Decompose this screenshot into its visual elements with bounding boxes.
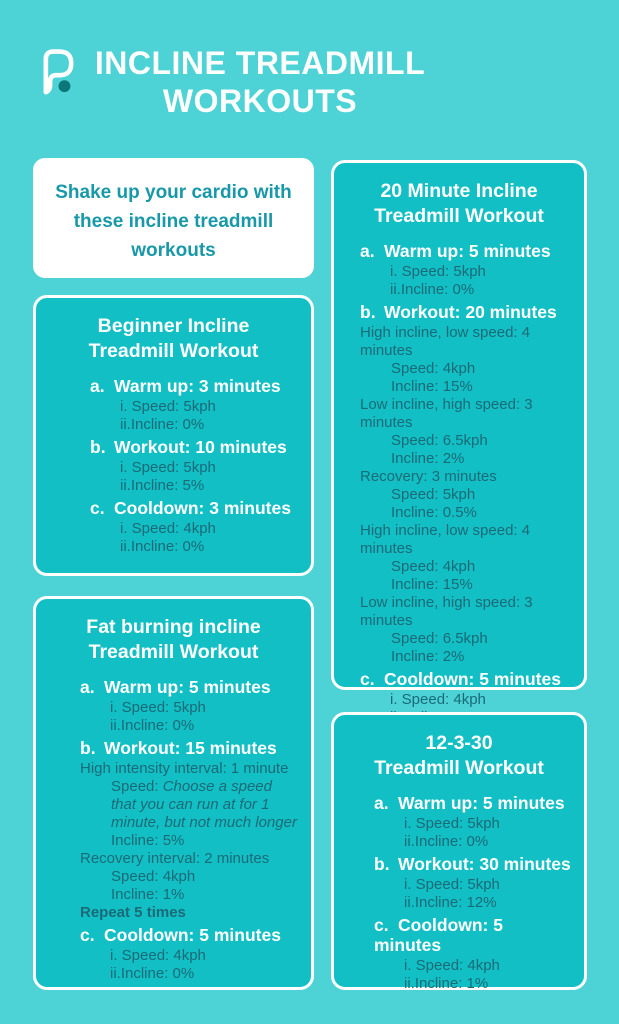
workout-card-title: Beginner Incline Treadmill Workout: [88, 315, 259, 362]
workout-line-sub: i. Speed: 4kph: [404, 957, 500, 974]
workout-line-detail: Speed: 6.5kph: [391, 432, 488, 449]
workout-line-detail: Speed: 4kph: [111, 868, 196, 885]
workout-card-title: 20 Minute Incline Treadmill Workout: [374, 180, 544, 227]
step-letter: b.: [90, 437, 106, 457]
logo-dot: [59, 80, 71, 92]
workout-card-title: 12-3-30 Treadmill Workout: [374, 732, 544, 779]
workout-card-body: [36, 677, 311, 983]
workout-card-body: [334, 241, 584, 727]
workout-line-step: [360, 302, 574, 322]
workout-line-detail: Incline: 15%: [391, 378, 473, 395]
step-letter: b.: [374, 854, 390, 874]
workout-line-sub: i. Speed: 4kph: [390, 691, 486, 708]
step-text: Warm up: 5 minutes: [398, 793, 565, 813]
intro-line1: Shake up your cardio with: [55, 182, 292, 203]
workout-line-step: [374, 793, 574, 813]
workout-line-detail: Incline: 2%: [391, 450, 465, 467]
workout-line-sub: ii.Incline: 0%: [120, 538, 205, 555]
workout-line-detail: Incline: 2%: [391, 648, 465, 665]
step-letter: c.: [80, 925, 95, 945]
step-text: Cooldown: 5 minutes: [384, 669, 561, 689]
workout-card-20-minute: [331, 160, 587, 708]
workout-line-interval: Recovery interval: 2 minutes: [80, 850, 270, 867]
workout-line-step: [80, 738, 301, 758]
workout-line-step: [90, 376, 301, 396]
workout-line-sub: i. Speed: 5kph: [120, 459, 216, 476]
step-letter: a.: [360, 241, 375, 261]
workout-line-interval: High intensity interval: 1 minute: [80, 760, 289, 777]
workout-line-sub: i. Speed: 4kph: [110, 947, 206, 964]
workout-card-fat-burning: [33, 596, 314, 990]
workout-card-12-3-30: [331, 712, 587, 990]
workout-line-step: [374, 854, 574, 874]
page-title-line2: WORKOUTS: [162, 83, 358, 119]
intro-card: [33, 158, 314, 278]
workout-card-body: [36, 376, 311, 556]
step-text: Workout: 30 minutes: [398, 854, 571, 874]
workout-line-detail: Incline: 15%: [391, 576, 473, 593]
step-text: Warm up: 5 minutes: [384, 241, 551, 261]
step-letter: c.: [360, 669, 375, 689]
workout-card-body: [334, 793, 584, 993]
workout-line-sub: ii.Incline: 0%: [120, 416, 205, 433]
workout-line-detail: Incline: 5%: [111, 832, 185, 849]
workout-line-detail: Speed: 6.5kph: [391, 630, 488, 647]
workout-line-sub: ii.Incline: 0%: [390, 281, 475, 298]
workout-line-interval: High incline, low speed: 4 minutes: [360, 324, 531, 359]
workout-line-sub: i. Speed: 5kph: [404, 876, 500, 893]
page-title: [85, 44, 435, 120]
workout-line-detail: Speed: 4kph: [391, 558, 476, 575]
step-text: Warm up: 5 minutes: [104, 677, 271, 697]
workout-line-step: [360, 241, 574, 261]
step-text: Workout: 10 minutes: [114, 437, 287, 457]
workout-line-sub: i. Speed: 5kph: [404, 815, 500, 832]
step-text: Workout: 20 minutes: [384, 302, 557, 322]
step-text: Workout: 15 minutes: [104, 738, 277, 758]
workout-line-sub: ii.Incline: 0%: [110, 717, 195, 734]
workout-line-sub: ii.Incline: 0%: [110, 965, 195, 982]
puregym-p-icon: [34, 45, 78, 102]
step-letter: b.: [360, 302, 376, 322]
step-text: Warm up: 3 minutes: [114, 376, 281, 396]
workout-card-title: Fat burning incline Treadmill Workout: [86, 616, 261, 663]
workout-line-detail: Incline: 1%: [111, 886, 185, 903]
workout-line-sub: i. Speed: 4kph: [120, 520, 216, 537]
workout-line-detail: Speed: 5kph: [391, 486, 476, 503]
workout-line-step: [360, 669, 574, 689]
step-text: Cooldown: 5 minutes: [374, 915, 503, 955]
workout-line-sub: ii.Incline: 1%: [404, 975, 489, 992]
workout-line-sub: ii.Incline: 5%: [120, 477, 205, 494]
step-letter: c.: [90, 498, 105, 518]
workout-line-sub: ii.Incline: 12%: [404, 894, 497, 911]
workout-line-note: Repeat 5 times: [80, 904, 186, 921]
intro-line2: these incline treadmill: [73, 211, 274, 232]
step-letter: a.: [374, 793, 389, 813]
step-letter: c.: [374, 915, 389, 935]
workout-line-interval: High incline, low speed: 4 minutes: [360, 522, 531, 557]
workout-line-step: [80, 677, 301, 697]
workout-line-step: [374, 915, 574, 955]
workout-line-detail: Speed: 4kph: [391, 360, 476, 377]
step-letter: a.: [80, 677, 95, 697]
workout-line-sub: i. Speed: 5kph: [110, 699, 206, 716]
step-letter: b.: [80, 738, 96, 758]
workout-line-interval: Recovery: 3 minutes: [360, 468, 497, 485]
workout-line-interval: Low incline, high speed: 3 minutes: [360, 594, 533, 629]
step-text: Cooldown: 5 minutes: [104, 925, 281, 945]
page-title-line1: INCLINE TREADMILL: [94, 45, 426, 81]
workout-card-beginner: [33, 295, 314, 576]
workout-line-detail: Speed: Choose a speed that you can run at for 1 minute, but not much longer: [111, 778, 297, 831]
workout-line-detail: Incline: 0.5%: [391, 504, 477, 521]
workout-line-step: [90, 498, 301, 518]
workout-line-sub: i. Speed: 5kph: [390, 263, 486, 280]
workout-line-step: [80, 925, 301, 945]
workout-line-sub: ii.Incline: 0%: [404, 833, 489, 850]
step-letter: a.: [90, 376, 105, 396]
workout-line-sub: i. Speed: 5kph: [120, 398, 216, 415]
workout-line-step: [90, 437, 301, 457]
step-text: Cooldown: 3 minutes: [114, 498, 291, 518]
intro-line3: workouts: [131, 240, 216, 261]
workout-line-interval: Low incline, high speed: 3 minutes: [360, 396, 533, 431]
